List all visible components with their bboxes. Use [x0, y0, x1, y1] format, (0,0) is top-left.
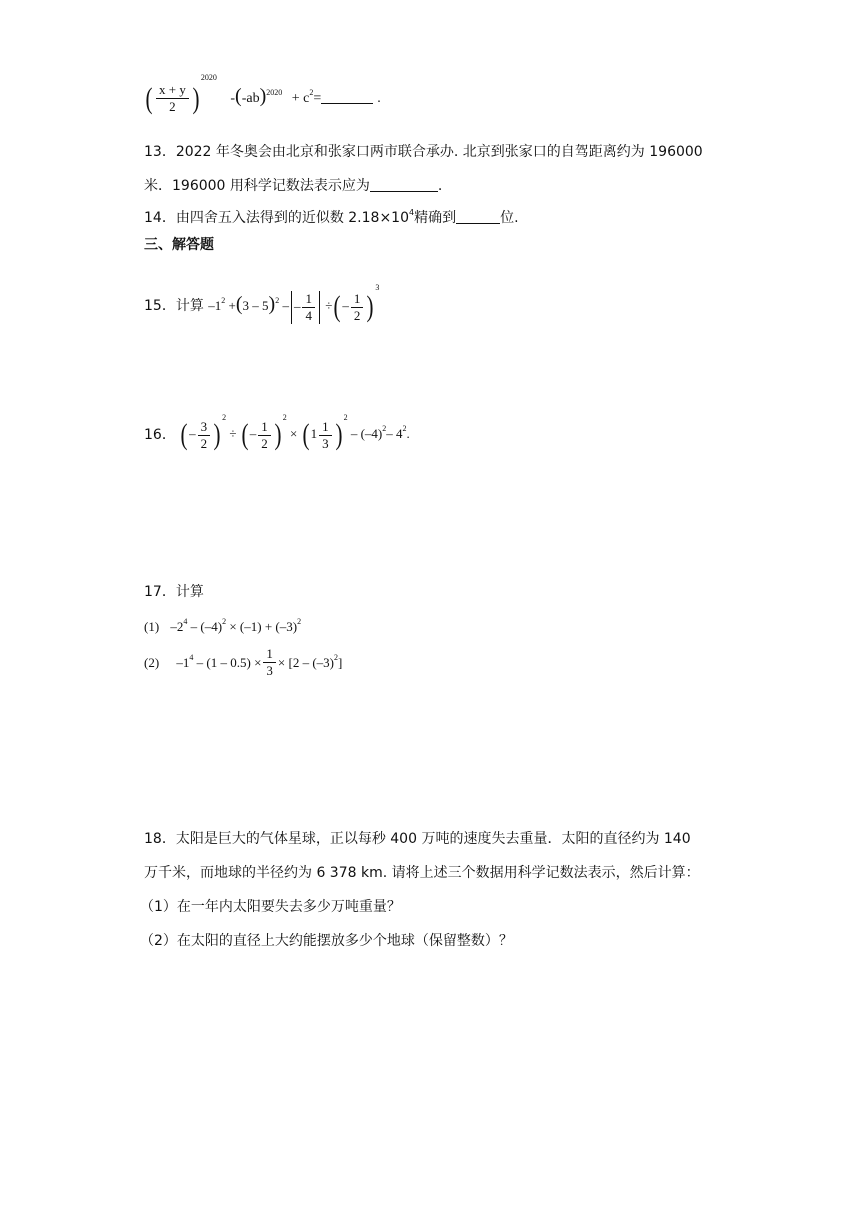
divide-sign: ÷: [229, 426, 237, 441]
q18-sub2: [140, 931, 513, 951]
exponent: 4: [189, 652, 194, 662]
minus-sign: -: [230, 91, 236, 106]
exponent: 2: [334, 652, 338, 662]
q16-line: 16． ( – $\frac{3}{2}$ )$^2$ ÷ ( – $\frac{1}{2}$ )$^2$ × ( 1 $\frac{1}{3}$ )$^2 - (-4)^2-$ $4^2$.: [144, 413, 410, 452]
exponent: 2: [402, 424, 407, 433]
exponent: 2: [382, 424, 387, 433]
q17-title: [144, 582, 204, 602]
inner-term: -ab: [241, 91, 260, 106]
question-text: 太阳是巨大的气体星球，正以每秒 400 万吨的速度失去重量．太阳的直径约为 140: [175, 831, 691, 847]
q17-part1: [144, 617, 301, 637]
q18-sub1: [140, 897, 401, 917]
question-text: 位.: [500, 210, 519, 226]
part-label: (1): [144, 619, 160, 634]
exponent: 2: [275, 296, 280, 305]
numerator: 3: [198, 419, 211, 436]
q13-line2: [144, 176, 442, 196]
right-paren: ): [192, 81, 200, 115]
term: – (–4): [350, 426, 383, 441]
exponent: 2: [282, 413, 287, 422]
whole-part: 1: [310, 426, 318, 441]
part-label: (2): [144, 654, 160, 670]
question-label: 计算: [175, 297, 204, 314]
question-text: 万千米，而地球的半径约为 6 378 km. 请将上述三个数据用科学记数法表示，然后计算：: [144, 865, 700, 881]
q18-line2: [144, 863, 700, 883]
exponent: 2020: [266, 88, 283, 97]
exponent: 3: [375, 283, 380, 292]
denominator: 2: [353, 307, 361, 323]
exponent: 2: [309, 88, 314, 97]
exponent: 4: [409, 208, 415, 217]
times-sign: ×: [289, 426, 298, 441]
exponent: 2: [297, 617, 302, 626]
denominator: 3: [322, 435, 329, 451]
minus-sign: –: [282, 298, 289, 313]
q14-line: [144, 208, 519, 228]
question-number: 17．: [144, 584, 176, 600]
inner-term: 3 – 5: [242, 298, 269, 313]
numerator: 1: [263, 646, 276, 663]
denominator: 2: [169, 99, 176, 115]
absolute-value: – $\frac{1}{4}$: [291, 291, 320, 324]
period: .: [406, 426, 410, 441]
q12-expression: ( $\frac{x + y}{2}$ )$^{2020}$ $-(-ab)^{2020} + c^2=$ .: [145, 73, 381, 115]
question-text: 精确到: [414, 210, 457, 226]
numerator: 1: [351, 291, 364, 308]
exponent: 2: [343, 413, 348, 422]
plus-sign: +: [228, 298, 236, 313]
q17-part2: [144, 646, 342, 686]
minus-sign: –: [342, 298, 349, 313]
divide-sign: ÷: [325, 298, 333, 313]
left-paren: (: [145, 81, 153, 115]
term: × (–1) + (–3): [226, 619, 298, 634]
denominator: 3: [266, 663, 273, 678]
term: – (–4): [187, 619, 223, 634]
q15-line: 15．计算 $-1^2 +(3 - 5)^2$ – – $\frac{1}{4}$ ÷( – $\frac{1}{2}$ )$^3$: [144, 283, 380, 324]
plus-c: + c: [291, 91, 310, 106]
exponent: 4: [183, 617, 188, 626]
exponent: 2020: [200, 73, 217, 82]
fraction: [156, 82, 189, 115]
term: –1: [176, 654, 190, 670]
minus-sign: –: [249, 426, 257, 441]
question-text: 2022 年冬奥会由北京和张家口两市联合承办. 北京到张家口的自驾距离约为 196000: [175, 144, 703, 160]
question-number: 13．: [144, 144, 176, 160]
question-number: 16．: [144, 427, 176, 444]
question-text: 米．196000 用科学记数法表示应为: [144, 178, 370, 194]
term: – (1 – 0.5) ×: [193, 654, 262, 670]
question-text: 由四舍五入法得到的近似数 2.18×10: [175, 210, 409, 226]
sub-question: （2）在太阳的直径上大约能摆放多少个地球（保留整数）？: [140, 933, 513, 949]
exponent: 2: [221, 296, 226, 305]
q18-line1: [144, 829, 691, 849]
term: –1: [208, 298, 222, 313]
q13-line1: [144, 142, 703, 162]
term: × [2 – (–3): [277, 654, 334, 670]
minus-sign: –: [189, 426, 196, 441]
denominator: 2: [261, 435, 268, 451]
answer-blank[interactable]: [370, 177, 438, 192]
exponent: 2: [222, 413, 227, 422]
numerator: 1: [319, 419, 332, 436]
answer-blank[interactable]: [321, 89, 373, 104]
denominator: 4: [305, 307, 312, 323]
numerator: 1: [302, 291, 315, 308]
question-number: 15．: [144, 297, 176, 314]
bracket: ]: [338, 654, 343, 670]
equals-sign: =: [313, 91, 322, 106]
exponent: 2: [222, 617, 227, 626]
sub-question: （1）在一年内太阳要失去多少万吨重量？: [140, 899, 401, 915]
answer-blank[interactable]: [456, 209, 500, 224]
term: –2: [170, 619, 184, 634]
term: – 4: [386, 426, 403, 441]
period: .: [437, 178, 443, 194]
question-number: 18．: [144, 831, 176, 847]
question-number: 14．: [144, 210, 176, 226]
numerator: x + y: [156, 82, 189, 99]
section-title: 三、解答题: [144, 237, 214, 253]
numerator: 1: [258, 419, 271, 436]
question-label: 计算: [175, 584, 204, 600]
period: .: [377, 91, 381, 106]
denominator: 2: [200, 435, 208, 451]
